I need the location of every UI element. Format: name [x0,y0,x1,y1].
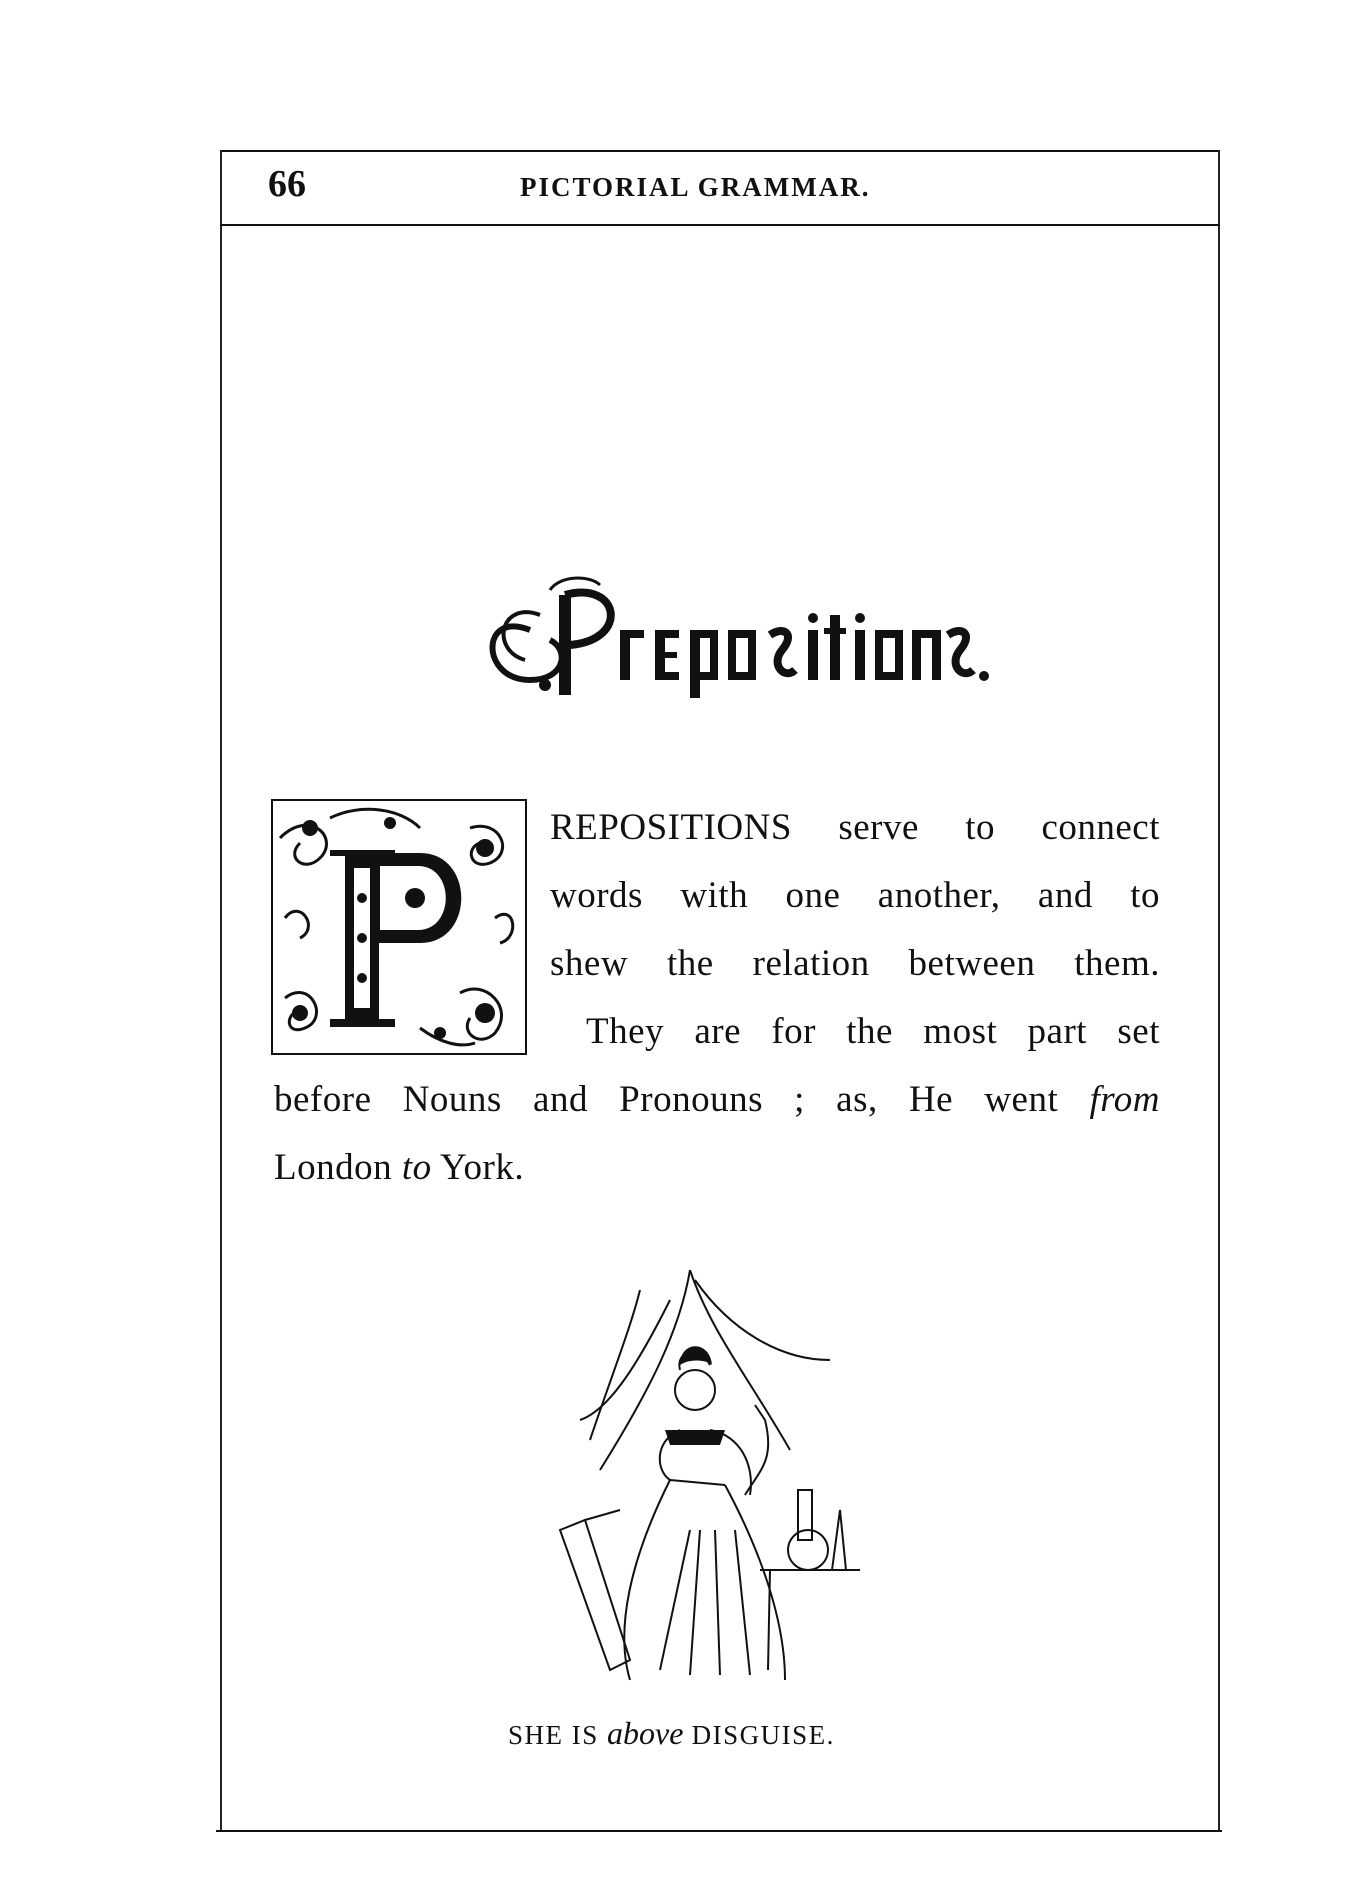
caption-part-3: DISGUISE. [683,1720,835,1750]
bottom-rule [216,1830,1222,1832]
frame-right-rule [1218,150,1220,1830]
paragraph-line-5 [274,1078,1160,1121]
caption-part-1: SHE IS [508,1720,608,1750]
illustration-caption [508,1715,835,1752]
paragraph-line-6-italic: to [401,1147,432,1188]
running-title: PICTORIAL GRAMMAR. [520,172,871,202]
frame-left-rule [220,150,222,1830]
paragraph-line-3: shew the relation between them. [550,943,1160,984]
paragraph-line-6 [274,1146,524,1189]
paragraph-line-5-text: before Nouns and Pronouns ; as, He went [274,1079,1090,1120]
paragraph-line-1 [550,806,1160,849]
paragraph-line-6-text-a: London [274,1147,402,1188]
paragraph-line-5-italic: from [1089,1079,1160,1120]
paragraph-line-6-text-b: York. [431,1147,525,1188]
paragraph-line-1-rest: serve to connect [791,807,1160,848]
paragraph-line-2: words with one another, and to [550,875,1160,916]
paragraph-line-4: They are for the most part set [586,1011,1160,1052]
header-rule [220,224,1220,226]
drop-cap-ornament [270,798,528,1056]
page-number: 66 [268,163,306,205]
paragraph-lead-word: REPOSITIONS [550,807,792,848]
caption-italic: above [607,1715,684,1751]
woman-at-dressing-table-icon [540,1270,900,1690]
chapter-title-blackletter [470,570,990,710]
frame-top-rule [220,150,1220,152]
